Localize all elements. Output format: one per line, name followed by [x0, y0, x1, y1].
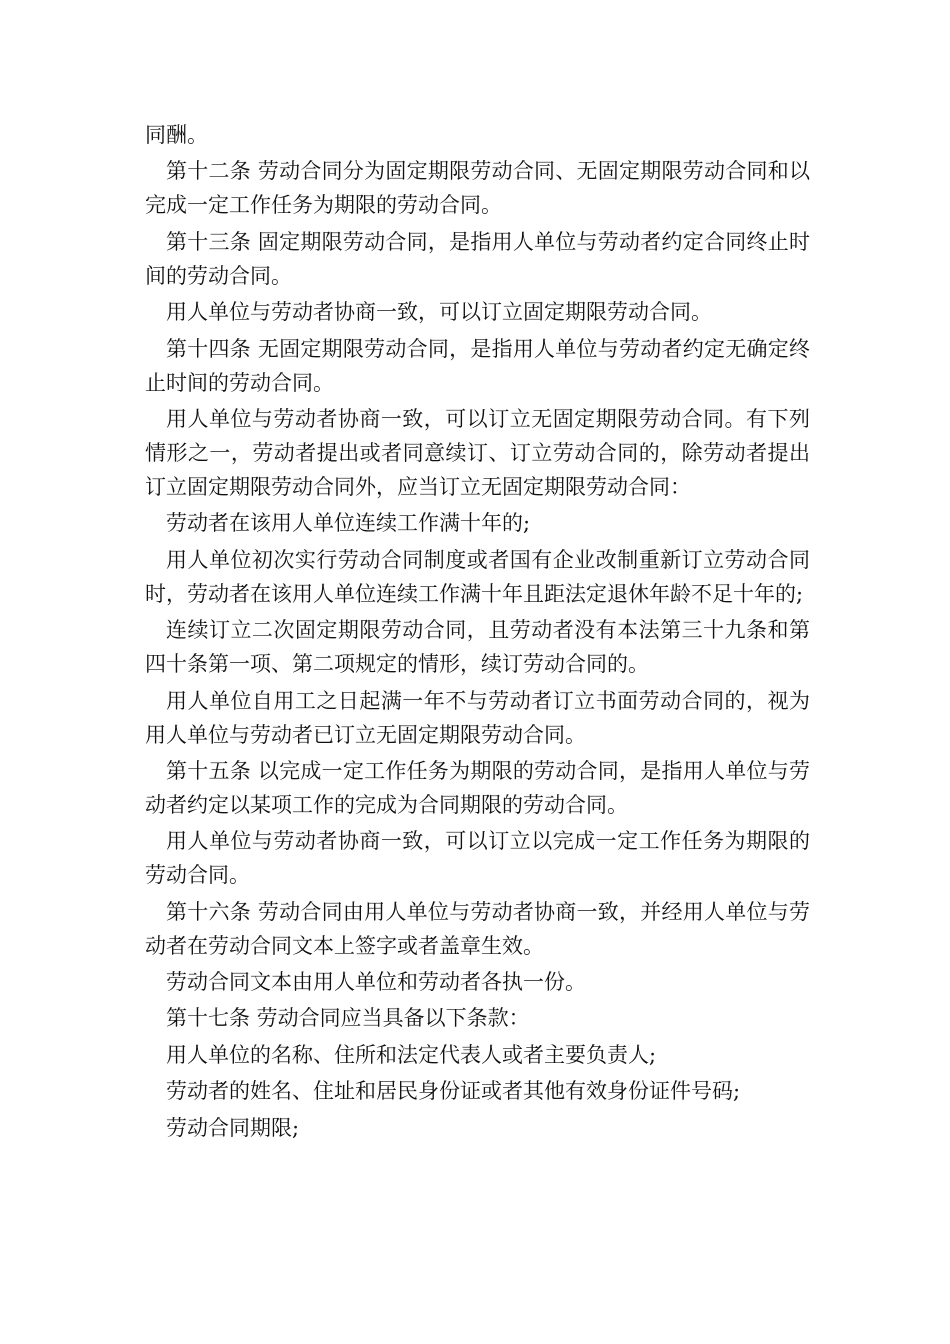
article-13-clause: 用人单位与劳动者协商一致，可以订立固定期限劳动合同。: [166, 300, 712, 325]
article-17-item-1: 用人单位的名称、住所和法定代表人或者主要负责人;: [166, 1042, 657, 1067]
article-14-item-1: 劳动者在该用人单位连续工作满十年的;: [166, 511, 531, 536]
article-14-item-2: 用人单位初次实行劳动合同制度或者国有企业改制重新订立劳动合同时，劳动者在该用人单位连续工作满十年且距法定退休年龄不足十年的;: [145, 547, 810, 606]
article-16: 第十六条 劳动合同由用人单位与劳动者协商一致，并经用人单位与劳动者在劳动合同文本上签字或者盖章生效。: [145, 899, 810, 958]
article-14-item-3: 连续订立二次固定期限劳动合同，且劳动者没有本法第三十九条和第四十条第一项、第二项规定的情形，续订劳动合同的。: [145, 618, 810, 677]
article-15-clause: 用人单位与劳动者协商一致，可以订立以完成一定工作任务为期限的劳动合同。: [145, 829, 810, 888]
paragraph-continuation: 同酬。: [145, 123, 208, 147]
article-17: 第十七条 劳动合同应当具备以下条款：: [166, 1006, 530, 1031]
document-body: [145, 118, 810, 1147]
article-13: 第十三条 固定期限劳动合同，是指用人单位与劳动者约定合同终止时间的劳动合同。: [145, 229, 810, 288]
article-17-item-3: 劳动合同期限;: [166, 1115, 300, 1140]
article-15: 第十五条 以完成一定工作任务为期限的劳动合同，是指用人单位与劳动者约定以某项工作的完成为合同期限的劳动合同。: [145, 758, 810, 817]
article-14-clause-2: 用人单位自用工之日起满一年不与劳动者订立书面劳动合同的，视为用人单位与劳动者已订立无固定期限劳动合同。: [145, 688, 810, 747]
article-17-item-2: 劳动者的姓名、住址和居民身份证或者其他有效身份证件号码;: [166, 1079, 741, 1104]
article-16-clause: 劳动合同文本由用人单位和劳动者各执一份。: [166, 970, 586, 995]
article-14-clause: 用人单位与劳动者协商一致，可以订立无固定期限劳动合同。有下列情形之一，劳动者提出或者同意续订、订立劳动合同的，除劳动者提出订立固定期限劳动合同外，应当订立无固定期限劳动合同：: [145, 406, 810, 499]
article-12: 第十二条 劳动合同分为固定期限劳动合同、无固定期限劳动合同和以完成一定工作任务为期限的劳动合同。: [145, 159, 810, 218]
article-14: 第十四条 无固定期限劳动合同，是指用人单位与劳动者约定无确定终止时间的劳动合同。: [145, 336, 810, 395]
